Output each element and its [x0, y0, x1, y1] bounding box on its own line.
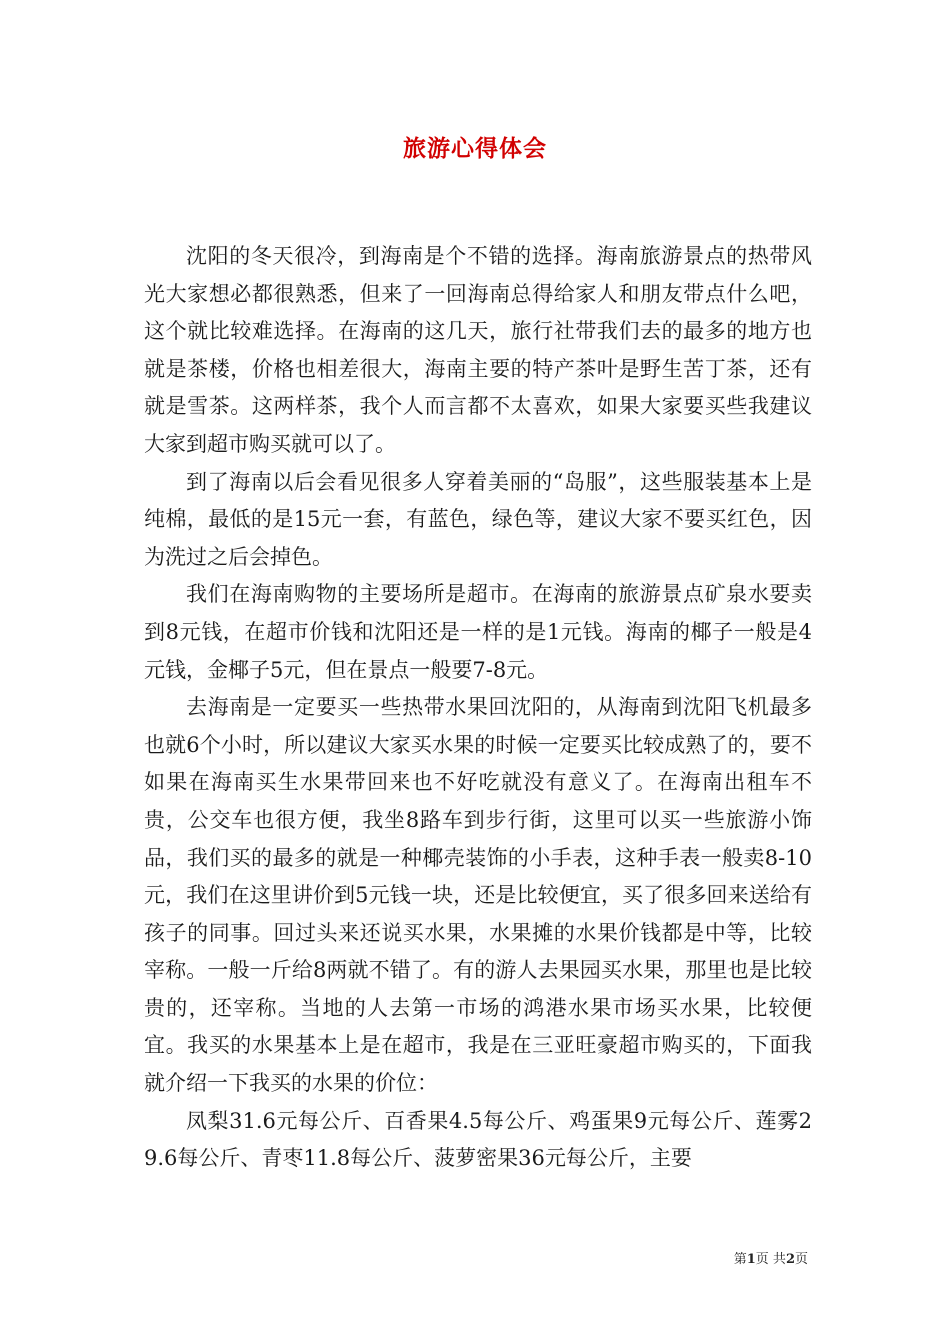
paragraph-1: 沈阳的冬天很冷，到海南是个不错的选择。海南旅游景点的热带风光大家想必都很熟悉，但来了一回海南总得给家人和朋友带点什么吧，这个就比较难选择。在海南的这几天，旅行社带我们去的最多的地方也就是茶楼，价格也相差很大，海南主要的特产茶叶是野生苦丁茶，还有就是雪茶。这两样茶，我个人而言都不太喜欢，如果大家要买些我建议大家到超市购买就可以了。: [144, 244, 812, 456]
footer-current-page: 1: [746, 1252, 756, 1267]
page-number-footer: [734, 1248, 808, 1267]
footer-total-pages: 2: [785, 1252, 795, 1267]
document-body: [144, 238, 812, 1178]
footer-suffix: 页: [794, 1252, 808, 1267]
footer-middle: 页 共: [755, 1252, 786, 1267]
paragraph-2: 到了海南以后会看见很多人穿着美丽的“岛服”，这些服装基本上是纯棉，最低的是15元一套，有蓝色，绿色等，建议大家不要买红色，因为洗过之后会掉色。: [144, 469, 812, 569]
footer-prefix: 第: [733, 1252, 747, 1267]
paragraph-3: 我们在海南购物的主要场所是超市。在海南的旅游景点矿泉水要卖到8元钱，在超市价钱和沈阳还是一样的是1元钱。海南的椰子一般是4元钱，金椰子5元，但在景点一般要7-8元。: [144, 582, 812, 682]
paragraph-4: 去海南是一定要买一些热带水果回沈阳的，从海南到沈阳飞机最多也就6个小时，所以建议大家买水果的时候一定要买比较成熟了的，要不如果在海南买生水果带回来也不好吃就没有意义了。在海南出租车不贵，公交车也很方便，我坐8路车到步行街，这里可以买一些旅游小饰品，我们买的最多的就是一种椰壳装饰的小手表，这种手表一般卖8-10元，我们在这里讲价到5元钱一块，还是比较便宜，买了很多回来送给有孩子的同事。回过头来还说买水果，水果摊的水果价钱都是中等，比较宰称。一般一斤给8两就不错了。有的游人去果园买水果，那里也是比较贵的，还宰称。当地的人去第一市场的鸿港水果市场买水果，比较便宜。我买的水果基本上是在超市，我是在三亚旺豪超市购买的，下面我就介绍一下我买的水果的价位：: [144, 695, 812, 1096]
paragraph-5: 凤梨31.6元每公斤、百香果4.5每公斤、鸡蛋果9元每公斤、莲雾29.6每公斤、青枣11.8每公斤、菠萝密果36元每公斤，主要: [144, 1108, 812, 1171]
document-title: 旅游心得体会: [403, 135, 547, 162]
